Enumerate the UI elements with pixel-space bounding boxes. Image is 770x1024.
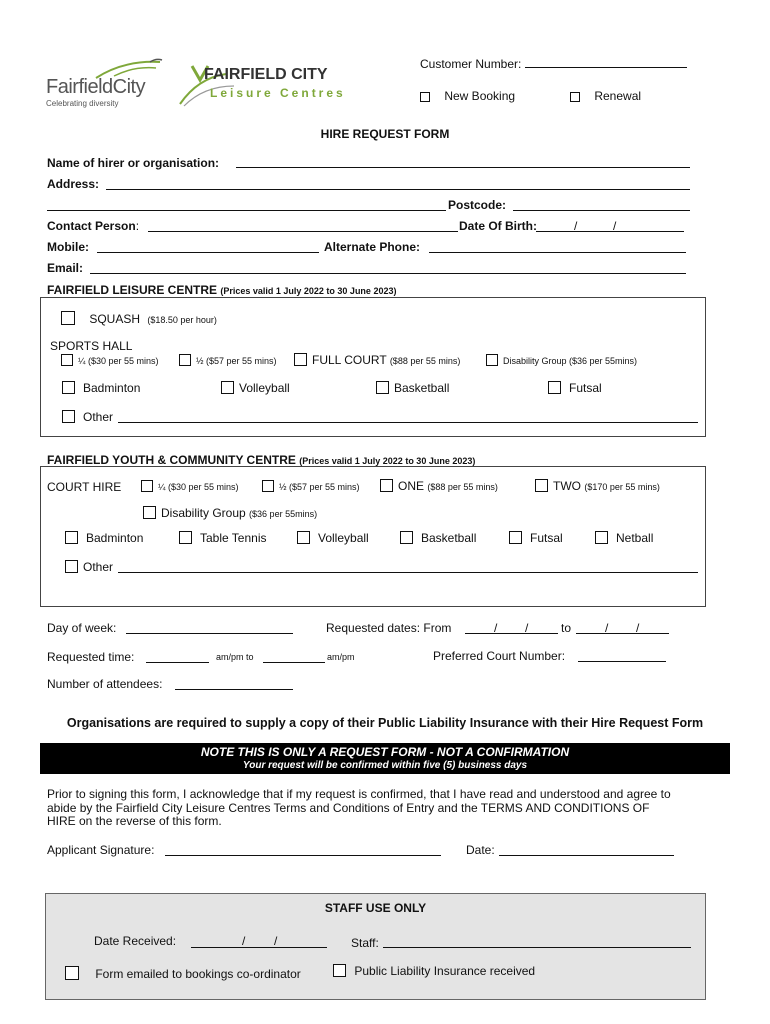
new-booking-label: New Booking	[444, 89, 516, 103]
mobile-row	[47, 240, 89, 254]
contact-label: Contact Person	[47, 219, 136, 233]
sports-hall-disability-checkbox[interactable]	[486, 354, 498, 366]
youth-other-label: Other	[83, 560, 114, 574]
dob-row	[459, 219, 537, 233]
customer-number-field[interactable]	[525, 56, 687, 68]
form-title: HIRE REQUEST FORM	[320, 127, 450, 141]
leisure-other-label: Other	[83, 410, 114, 424]
requested-dates-label: Requested dates: From	[326, 621, 452, 635]
leisure-basketball-label: Basketball	[394, 381, 450, 395]
youth-one-option	[380, 479, 498, 493]
youth-basketball-label: Basketball	[421, 531, 477, 545]
youth-other-option	[65, 560, 113, 574]
youth-badminton-option	[65, 531, 143, 545]
signature-field[interactable]	[165, 855, 441, 856]
email-field[interactable]	[90, 273, 686, 274]
leisure-basketball-checkbox[interactable]	[376, 381, 389, 394]
leisure-other-checkbox[interactable]	[62, 410, 75, 423]
leisure-badminton-label: Badminton	[83, 381, 141, 395]
youth-futsal-label: Futsal	[530, 531, 563, 545]
signature-date-field[interactable]	[499, 855, 674, 856]
court-hire-label: COURT HIRE	[47, 480, 122, 494]
sports-hall-label: SPORTS HALL	[50, 339, 133, 353]
leisure-other-option	[62, 410, 113, 424]
day-of-week-label: Day of week:	[47, 621, 117, 635]
youth-two-option	[535, 479, 660, 493]
date-received-label: Date Received:	[94, 934, 177, 948]
youth-badminton-label: Badminton	[86, 531, 144, 545]
dob-slash-1: /	[574, 219, 578, 233]
insurance-note: Organisations are required to supply a copy of their Public Liability Insurance with their Hire Request Form	[66, 716, 704, 730]
youth-table-tennis-checkbox[interactable]	[179, 531, 192, 544]
address-field-2[interactable]	[47, 210, 446, 211]
dates-to-label: to	[561, 621, 572, 635]
new-booking-option	[420, 89, 515, 103]
alt-phone-label: Alternate Phone:	[324, 240, 421, 254]
squash-checkbox[interactable]	[61, 311, 75, 325]
leisure-heading: FAIRFIELD LEISURE CENTRE	[47, 283, 218, 297]
leisure-futsal-label: Futsal	[569, 381, 602, 395]
logo2-title: FAIRFIELD CITY	[204, 66, 328, 83]
leisure-basketball-option	[376, 381, 449, 395]
renewal-option	[570, 89, 641, 103]
dob-label: Date Of Birth:	[459, 219, 537, 233]
squash-price: ($18.50 per hour)	[147, 315, 217, 325]
staff-label: Staff:	[351, 936, 379, 950]
time-from-field[interactable]	[146, 662, 209, 663]
form-emailed-label: Form emailed to bookings co-ordinator	[95, 967, 301, 981]
youth-basketball-option	[400, 531, 476, 545]
leisure-badminton-checkbox[interactable]	[62, 381, 75, 394]
signature-date-label: Date:	[466, 843, 495, 857]
alt-phone-field[interactable]	[429, 252, 686, 253]
banner-line1: NOTE THIS IS ONLY A REQUEST FORM - NOT A CONFIRMATION	[200, 745, 570, 759]
youth-table-tennis-label: Table Tennis	[200, 531, 267, 545]
leisure-futsal-checkbox[interactable]	[548, 381, 561, 394]
leisure-futsal-option	[548, 381, 602, 395]
address-label: Address:	[47, 177, 100, 191]
signature-label: Applicant Signature:	[47, 843, 155, 857]
form-emailed-checkbox[interactable]	[65, 966, 79, 980]
youth-one-label: ONE	[398, 479, 425, 493]
youth-heading: FAIRFIELD YOUTH & COMMUNITY CENTRE	[47, 453, 296, 467]
renewal-label: Renewal	[594, 89, 642, 103]
customer-number-row	[420, 56, 687, 71]
full-court-checkbox[interactable]	[294, 353, 307, 366]
staff-title: STAFF USE ONLY	[324, 901, 427, 915]
youth-half-label: ½ ($57 per 55 mins)	[279, 482, 360, 492]
sports-hall-disability-label: Disability Group ($36 per 55mins)	[503, 356, 638, 366]
fairfield-city-logo	[46, 58, 166, 114]
date-from-field[interactable]	[465, 633, 558, 634]
leisure-volleyball-option	[221, 381, 290, 395]
logo1-name: FairfieldCity	[46, 76, 146, 98]
youth-volleyball-label: Volleyball	[318, 531, 369, 545]
youth-quarter-checkbox[interactable]	[141, 480, 153, 492]
hirer-name-field[interactable]	[236, 167, 690, 168]
date-from-slash-1: /	[494, 621, 498, 635]
leisure-other-field[interactable]	[118, 422, 698, 423]
date-received-slash-1: /	[242, 934, 246, 948]
leisure-heading-row	[47, 283, 396, 297]
contact-row	[47, 219, 139, 233]
youth-two-price: ($170 per 55 mins)	[584, 482, 660, 492]
youth-prices: (Prices valid 1 July 2022 to 30 June 2023)	[299, 456, 476, 466]
youth-quarter-option	[141, 480, 239, 492]
date-to-field[interactable]	[576, 633, 669, 634]
youth-futsal-option	[509, 531, 563, 545]
address-field-1[interactable]	[106, 189, 690, 190]
youth-volleyball-checkbox[interactable]	[297, 531, 310, 544]
youth-half-option	[262, 480, 360, 492]
alt-phone-row	[324, 240, 420, 254]
email-row	[47, 261, 83, 275]
sports-hall-quarter-checkbox[interactable]	[61, 354, 73, 366]
youth-other-checkbox[interactable]	[65, 560, 78, 573]
court-number-field[interactable]	[578, 661, 666, 662]
leisure-volleyball-checkbox[interactable]	[221, 381, 234, 394]
youth-one-price: ($88 per 55 mins)	[427, 482, 498, 492]
postcode-field[interactable]	[513, 210, 690, 211]
insurance-received-option	[333, 964, 535, 978]
squash-option	[61, 311, 217, 326]
date-received-field[interactable]	[191, 947, 327, 948]
mobile-field[interactable]	[97, 252, 319, 253]
squash-label: SQUASH	[89, 312, 141, 326]
logo1-tagline: Celebrating diversity	[46, 99, 119, 108]
postcode-label: Postcode:	[448, 198, 507, 212]
youth-netball-label: Netball	[616, 531, 654, 545]
youth-netball-option	[595, 531, 653, 545]
youth-disability-checkbox[interactable]	[143, 506, 156, 519]
mobile-label: Mobile:	[47, 240, 89, 254]
youth-table-tennis-option	[179, 531, 267, 545]
youth-quarter-label: ¼ ($30 per 55 mins)	[158, 482, 239, 492]
ampm-label: am/pm	[327, 652, 355, 662]
staff-field[interactable]	[383, 947, 691, 948]
youth-half-checkbox[interactable]	[262, 480, 274, 492]
declaration-line3: HIRE on the reverse of this form.	[47, 814, 222, 828]
youth-heading-row	[47, 453, 475, 467]
youth-badminton-checkbox[interactable]	[65, 531, 78, 544]
youth-two-label: TWO	[553, 479, 581, 493]
full-court-label: FULL COURT	[312, 353, 387, 367]
youth-other-field[interactable]	[118, 572, 698, 573]
postcode-row	[448, 198, 506, 212]
leisure-volleyball-label: Volleyball	[239, 381, 290, 395]
renewal-checkbox[interactable]	[570, 92, 580, 102]
date-to-slash-1: /	[605, 621, 609, 635]
attendees-field[interactable]	[175, 689, 293, 690]
declaration-line2: abide by the Fairfield City Leisure Centres Terms and Conditions of Entry and the TERMS AND CONDITIONS OF	[47, 800, 650, 815]
court-number-label: Preferred Court Number:	[433, 649, 566, 663]
youth-disability-option	[143, 506, 317, 520]
date-from-slash-2: /	[525, 621, 529, 635]
dob-field[interactable]	[536, 231, 684, 232]
address-row	[47, 177, 99, 191]
day-of-week-field[interactable]	[126, 633, 293, 634]
sports-hall-half-checkbox[interactable]	[179, 354, 191, 366]
youth-one-checkbox[interactable]	[380, 479, 393, 492]
sports-hall-half-label: ½ ($57 per 55 mins)	[196, 356, 277, 366]
youth-netball-checkbox[interactable]	[595, 531, 608, 544]
dob-slash-2: /	[613, 219, 617, 233]
ampm-to-label: am/pm to	[216, 652, 254, 662]
youth-futsal-checkbox[interactable]	[509, 531, 522, 544]
hirer-name-row	[47, 156, 219, 170]
leisure-centres-logo	[178, 58, 348, 110]
sports-hall-options	[61, 354, 159, 366]
sports-hall-disability-option	[486, 354, 637, 366]
date-received-slash-2: /	[274, 934, 278, 948]
leisure-prices: (Prices valid 1 July 2022 to 30 June 2023)	[220, 286, 397, 296]
time-to-field[interactable]	[263, 662, 325, 663]
leisure-badminton-option	[62, 381, 140, 395]
contact-colon: :	[135, 219, 140, 233]
confirmation-banner	[40, 743, 730, 774]
logo2-sub: Leisure Centres	[210, 86, 346, 100]
email-label: Email:	[47, 261, 84, 275]
form-emailed-option	[65, 966, 301, 981]
youth-disability-label: Disability Group	[161, 506, 246, 520]
declaration-line1: Prior to signing this form, I acknowledge that if my request is confirmed, that I have read and understood and agree to	[47, 787, 671, 801]
insurance-received-checkbox[interactable]	[333, 964, 346, 977]
full-court-option	[294, 353, 460, 367]
youth-volleyball-option	[297, 531, 369, 545]
hirer-name-label: Name of hirer or organisation:	[47, 156, 220, 170]
attendees-label: Number of attendees:	[47, 677, 163, 691]
youth-basketball-checkbox[interactable]	[400, 531, 413, 544]
youth-disability-price: ($36 per 55mins)	[249, 509, 318, 519]
customer-number-label: Customer Number:	[420, 57, 522, 71]
full-court-price: ($88 per 55 mins)	[389, 356, 461, 366]
insurance-received-label: Public Liability Insurance received	[354, 964, 536, 978]
declaration-text	[47, 788, 727, 829]
sports-hall-quarter-label: ¼ ($30 per 55 mins)	[78, 356, 159, 366]
date-to-slash-2: /	[636, 621, 640, 635]
new-booking-checkbox[interactable]	[420, 92, 430, 102]
sports-hall-half-option	[179, 354, 277, 366]
youth-two-checkbox[interactable]	[535, 479, 548, 492]
requested-time-label: Requested time:	[47, 650, 135, 664]
banner-line2: Your request will be confirmed within five (5) business days	[242, 760, 528, 771]
contact-field[interactable]	[148, 231, 458, 232]
